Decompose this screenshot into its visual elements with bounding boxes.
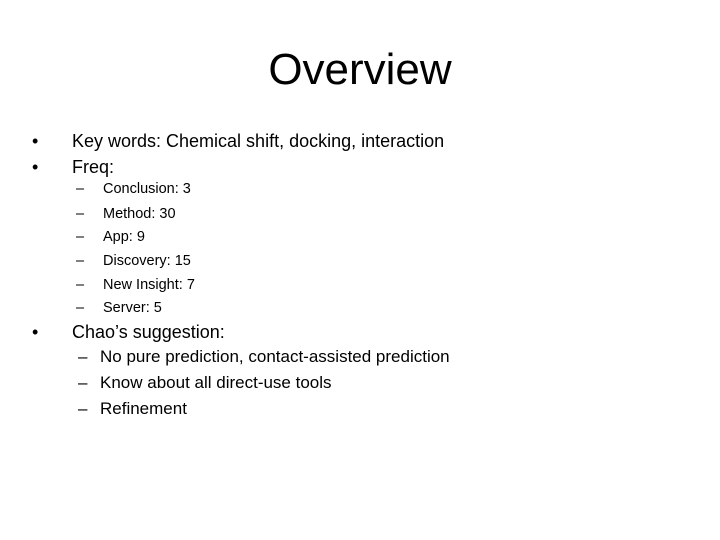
bullet-marker: • (32, 322, 39, 342)
sub-item-marker: – (78, 347, 88, 366)
sub-item-marker: – (78, 399, 88, 418)
sub-item-marker: – (76, 229, 85, 245)
sub-item-text: Discovery: 15 (103, 253, 191, 269)
bullet-marker: • (32, 131, 39, 151)
sub-item (76, 204, 276, 224)
sub-item (76, 179, 276, 199)
sub-item-marker: – (76, 181, 85, 197)
bullet-item (32, 129, 552, 153)
sub-item (76, 275, 276, 295)
bullet-text: Chao’s suggestion: (72, 322, 225, 342)
sub-item-text: Refinement (100, 399, 187, 418)
slide-title-text: Overview (268, 45, 452, 94)
sub-item (78, 398, 498, 420)
sub-item (78, 346, 498, 368)
sub-item (78, 372, 498, 394)
sub-item-marker: – (76, 277, 85, 293)
sub-item-marker: – (76, 253, 85, 269)
bullet-text: Key words: Chemical shift, docking, interaction (72, 131, 445, 151)
sub-item-text: App: 9 (103, 229, 145, 245)
bullet-item (32, 155, 332, 179)
sub-item-marker: – (76, 206, 85, 222)
bullet-text: Freq: (72, 157, 115, 177)
sub-item-text: No pure prediction, contact-assisted prediction (100, 347, 450, 366)
sub-item-text: Method: 30 (103, 206, 176, 222)
sub-item (76, 251, 276, 271)
sub-item-text: Conclusion: 3 (103, 181, 191, 197)
sub-item-text: New Insight: 7 (103, 277, 195, 293)
sub-item (76, 298, 276, 318)
sub-item-text: Server: 5 (103, 300, 162, 316)
bullet-marker: • (32, 157, 39, 177)
sub-item-marker: – (76, 300, 85, 316)
sub-item (76, 227, 276, 247)
slide-title (0, 44, 720, 96)
bullet-item (32, 320, 332, 344)
sub-item-text: Know about all direct-use tools (100, 373, 332, 392)
sub-item-marker: – (78, 373, 88, 392)
